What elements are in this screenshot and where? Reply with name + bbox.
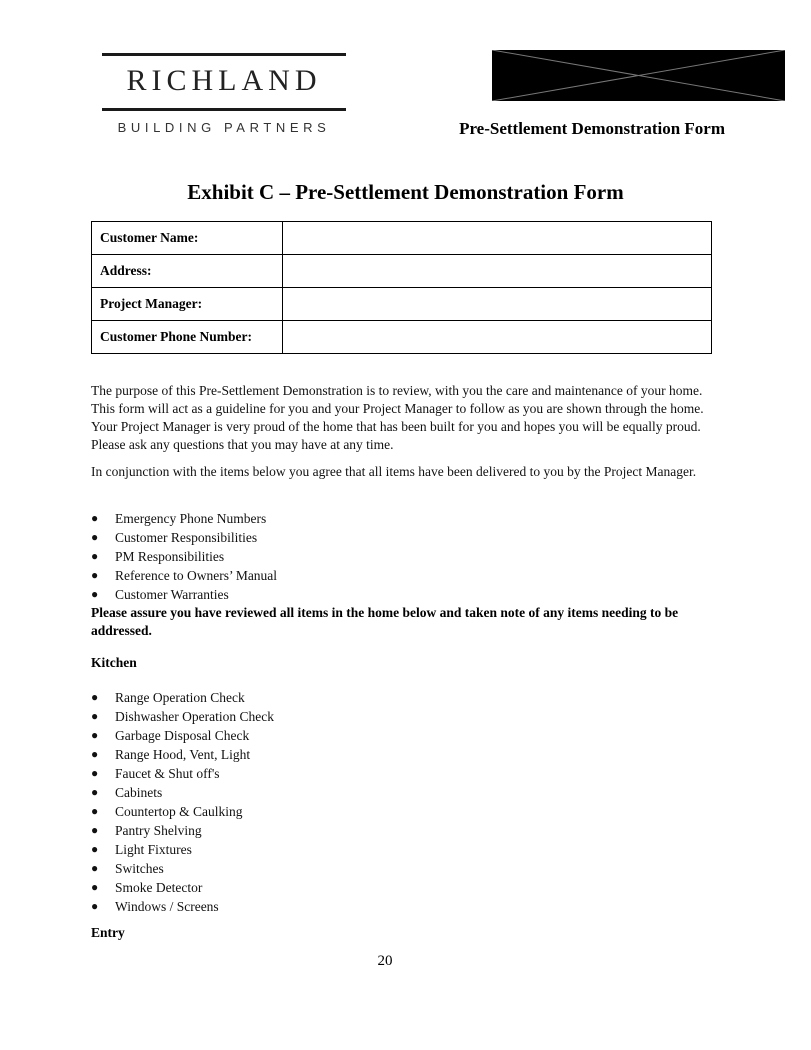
project-manager-field[interactable]: [283, 288, 712, 321]
list-item-label: Windows / Screens: [115, 899, 219, 914]
customer-phone-label: Customer Phone Number:: [92, 321, 283, 354]
list-item: [91, 764, 711, 783]
list-item: [91, 528, 711, 547]
list-item: [91, 566, 711, 585]
list-item-label: Reference to Owners’ Manual: [115, 568, 278, 583]
conjunction-paragraph: In conjunction with the items below you agree that all items have been delivered to you by the Project Manager.: [91, 464, 697, 479]
page-title: Exhibit C – Pre-Settlement Demonstration Form: [187, 180, 624, 204]
bullet-icon: ●: [91, 804, 99, 818]
table-row: [92, 255, 712, 288]
bullet-icon: ●: [91, 728, 99, 742]
page-number: 20: [377, 953, 393, 969]
list-item-label: Emergency Phone Numbers: [115, 511, 267, 526]
bullet-icon: ●: [91, 549, 99, 563]
list-item-label: Countertop & Caulking: [115, 804, 243, 819]
bullet-icon: ●: [91, 511, 99, 525]
list-item-label: Pantry Shelving: [115, 823, 202, 838]
list-item: [91, 547, 711, 566]
list-item-label: Customer Warranties: [115, 587, 229, 602]
table-row: [92, 288, 712, 321]
list-item: [91, 509, 711, 528]
bullet-icon: ●: [91, 823, 99, 837]
bullet-icon: ●: [91, 785, 99, 799]
bullet-icon: ●: [91, 568, 99, 582]
address-label: Address:: [92, 255, 283, 288]
logo-wordmark: RICHLAND: [126, 64, 322, 97]
list-item-label: Customer Responsibilities: [115, 530, 258, 545]
list-item: [91, 840, 711, 859]
bullet-icon: ●: [91, 747, 99, 761]
bullet-icon: ●: [91, 880, 99, 894]
list-item: [91, 707, 711, 726]
list-item: [91, 897, 711, 916]
customer-name-label: Customer Name:: [92, 222, 283, 255]
customer-phone-field[interactable]: [283, 321, 712, 354]
list-item: [91, 859, 711, 878]
logo-bottom-rule: [102, 108, 346, 111]
logo-top-rule: [102, 53, 346, 56]
list-item-label: PM Responsibilities: [115, 549, 225, 564]
logo-tagline: BUILDING PARTNERS: [117, 120, 331, 135]
list-item: [91, 821, 711, 840]
list-item: [91, 726, 711, 745]
bullet-icon: ●: [91, 587, 99, 601]
bullet-icon: ●: [91, 709, 99, 723]
project-manager-label: Project Manager:: [92, 288, 283, 321]
list-item-label: Switches: [115, 861, 164, 876]
image-placeholder: [492, 50, 785, 101]
list-item-label: Light Fixtures: [115, 842, 192, 857]
list-item-label: Faucet & Shut off's: [115, 766, 220, 781]
delivered-items-list: [91, 509, 711, 604]
entry-heading: Entry: [91, 925, 125, 940]
customer-info-table: [91, 221, 712, 354]
list-item: [91, 688, 711, 707]
list-item: [91, 745, 711, 764]
bullet-icon: ●: [91, 530, 99, 544]
list-item-label: Dishwasher Operation Check: [115, 709, 274, 724]
list-item: [91, 802, 711, 821]
intro-paragraph: The purpose of this Pre-Settlement Demonstration is to review, with you the care and maintenance of your home. This form will act as a guideline for you and your Project Manager to follow as you are shown through the home. Your Project Manager is very proud of the home that has been built for you and hopes you will be equally proud. Please ask any questions that you may have at any time.: [91, 383, 704, 452]
bullet-icon: ●: [91, 766, 99, 780]
list-item-label: Garbage Disposal Check: [115, 728, 250, 743]
list-item-label: Cabinets: [115, 785, 163, 800]
kitchen-heading: Kitchen: [91, 655, 137, 670]
bullet-icon: ●: [91, 861, 99, 875]
review-notice: Please assure you have reviewed all items in the home below and taken note of any items needing to be addressed.: [91, 605, 679, 638]
list-item-label: Smoke Detector: [115, 880, 203, 895]
header-form-title: Pre-Settlement Demonstration Form: [459, 119, 725, 138]
list-item-label: Range Hood, Vent, Light: [115, 747, 251, 762]
list-item: [91, 585, 711, 604]
table-row: [92, 321, 712, 354]
list-item: [91, 878, 711, 897]
list-item-label: Range Operation Check: [115, 690, 245, 705]
address-field[interactable]: [283, 255, 712, 288]
bullet-icon: ●: [91, 842, 99, 856]
table-row: [92, 222, 712, 255]
kitchen-items-list: [91, 688, 711, 916]
customer-name-field[interactable]: [283, 222, 712, 255]
bullet-icon: ●: [91, 690, 99, 704]
list-item: [91, 783, 711, 802]
bullet-icon: ●: [91, 899, 99, 913]
